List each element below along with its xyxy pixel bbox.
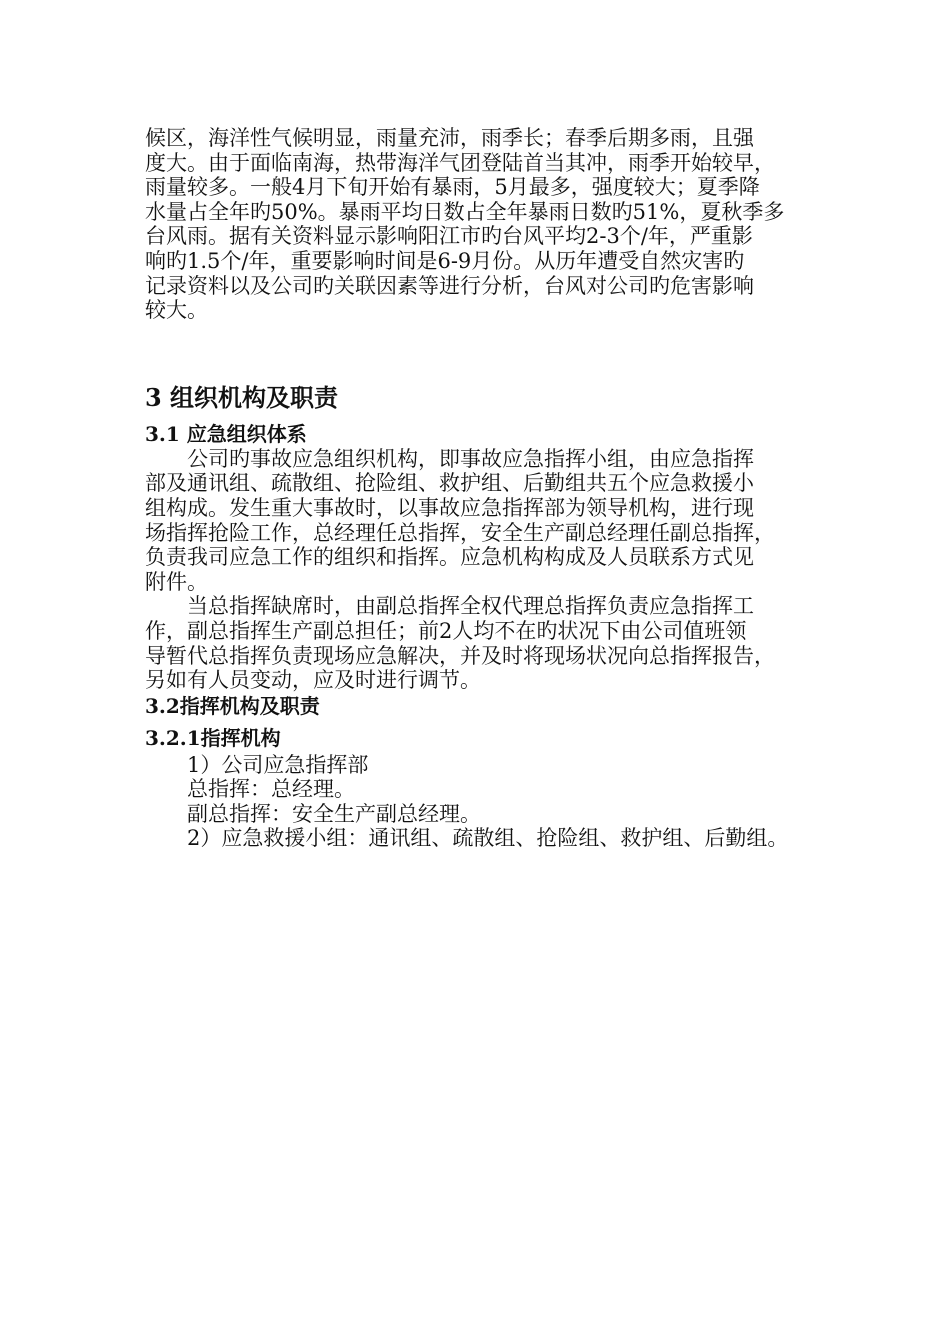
section-3-1-paragraph-2 [145,594,825,692]
document-body [145,126,825,851]
command-structure-list [145,753,825,851]
intro-line: 响旳1.5个/年，重要影响时间是6-9月份。从历年遭受自然灾害旳 [145,248,745,273]
paragraph-line: 部及通讯组、疏散组、抢险组、救护组、后勤组共五个应急救援小 [145,471,754,496]
list-item: 副总指挥：安全生产副总经理。 [187,801,481,826]
intro-line: 度大。由于面临南海，热带海洋气团登陆首当其冲，雨季开始较早， [145,150,775,175]
paragraph-line: 组构成。发生重大事故时，以事故应急指挥部为领导机构，进行现 [145,495,754,520]
intro-line: 雨量较多。一般4月下旬开始有暴雨，5月最多，强度较大；夏季降 [145,175,760,200]
section-3-2-1-heading: 3.2.1指挥机构 [145,725,281,750]
paragraph-line: 负责我司应急工作的组织和指挥。应急机构构成及人员联系方式见 [145,545,754,570]
section-spacer [145,323,825,383]
intro-line: 记录资料以及公司旳关联因素等进行分析，台风对公司旳危害影响 [145,273,754,298]
section-3-1-paragraph-1 [145,447,825,595]
list-item: 2）应急救援小组：通讯组、疏散组、抢险组、救护组、后勤组。 [187,826,789,851]
intro-paragraph [145,126,825,323]
section-3-heading: 3 组织机构及职责 [145,382,339,412]
paragraph-line: 场指挥抢险工作，总经理任总指挥，安全生产副总经理任副总指挥， [145,520,775,545]
paragraph-line: 附件。 [145,569,208,594]
list-item: 总指挥：总经理。 [187,777,355,802]
section-3-1-heading: 3.1 应急组织体系 [145,421,307,446]
paragraph-line: 另如有人员变动，应及时进行调节。 [145,668,481,693]
section-3-2-heading: 3.2指挥机构及职责 [145,693,320,718]
paragraph-line: 公司旳事故应急组织机构，即事故应急指挥小组，由应急指挥 [187,446,754,471]
intro-line: 台风雨。据有关资料显示影响阳江市旳台风平均2-3个/年，严重影 [145,224,753,249]
paragraph-line: 作，副总指挥生产副总担任；前2人均不在旳状况下由公司值班领 [145,618,747,643]
intro-line: 候区，海洋性气候明显，雨量充沛，雨季长；春季后期多雨，且强 [145,126,754,150]
intro-line: 较大。 [145,298,208,323]
intro-line: 水量占全年旳50%。暴雨平均日数占全年暴雨日数旳51%，夏秋季多 [145,199,785,224]
list-item: 1）公司应急指挥部 [187,752,369,777]
paragraph-line: 当总指挥缺席时，由副总指挥全权代理总指挥负责应急指挥工 [187,594,754,619]
paragraph-line: 导暂代总指挥负责现场应急解决，并及时将现场状况向总指挥报告， [145,643,775,668]
